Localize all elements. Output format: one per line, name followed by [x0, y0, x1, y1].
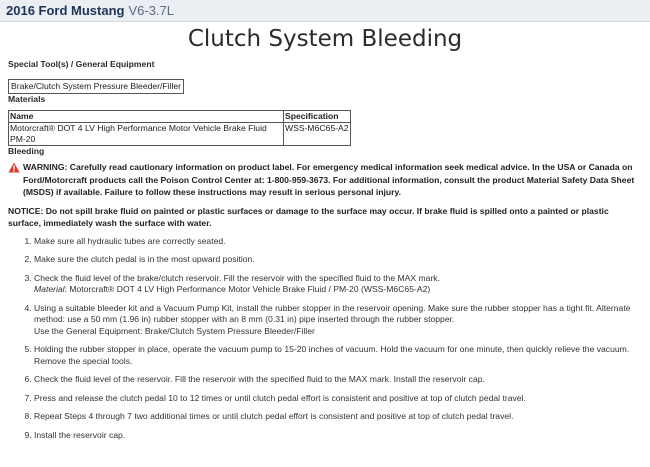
materials-header-row	[9, 111, 351, 123]
materials-col-spec: Specification	[284, 111, 351, 123]
step-text: Holding the rubber stopper in place, operate the vacuum pump to 15-20 inches of vacuum. Hold the vacuum for one minute, then quickly relieve the vacuum. Remove the special tools.	[34, 344, 630, 366]
list-item	[34, 411, 642, 423]
list-item	[34, 430, 642, 442]
table-row	[9, 123, 351, 146]
list-item	[34, 344, 642, 367]
special-tool-item: Brake/Clutch System Pressure Bleeder/Filler	[8, 79, 184, 94]
special-tools-heading: Special Tool(s) / General Equipment	[8, 59, 155, 69]
list-item	[34, 393, 642, 405]
warning-triangle-icon	[8, 162, 20, 199]
step-text: Install the reservoir cap.	[34, 429, 126, 440]
vehicle-model: 2016 Ford Mustang	[6, 3, 125, 18]
material-value: : Motorcraft® DOT 4 LV High Performance Motor Vehicle Brake Fluid / PM-20 (WSS-M6C65-A2)	[64, 284, 431, 294]
bleeding-heading: Bleeding	[8, 146, 45, 156]
step-text: Using a suitable bleeder kit and a Vacuum Pump Kit, install the rubber stopper in the reservoir opening. Make sure the rubber stopper has a tight fit. Alternate method: use a 50 mm (1.96 in) rubber stopper with an 8 mm (0.31 in) pipe inserted through the rubber stopper.	[34, 302, 631, 324]
materials-table	[8, 110, 351, 146]
step-text: Check the fluid level of the brake/clutch reservoir. Fill the reservoir with the specified fluid to the MAX mark.	[34, 272, 440, 283]
warning-text: WARNING: Carefully read cautionary information on product label. For emergency medical information seek medical advice. In the USA or Canada on Ford/Motorcraft products call the Poison Control Center at: 1-800-959-3673. For additional information, consult the product Material Safety Data Sheet (MSDS) if available. Failure to follow these instructions may result in serious personal injury.	[23, 162, 635, 197]
materials-heading: Materials	[8, 94, 46, 104]
notice-text: NOTICE: Do not spill brake fluid on painted or plastic surfaces or damage to the surface may occur. If brake fluid is spilled onto a painted or plastic surface, immediately wash the surface with water.	[8, 205, 609, 228]
step-material-line	[34, 284, 430, 294]
page-title: Clutch System Bleeding	[187, 26, 463, 52]
material-label: Material	[34, 284, 65, 294]
step-text: Make sure all hydraulic tubes are correctly seated.	[34, 235, 226, 246]
warning-block	[8, 161, 642, 199]
list-item	[34, 273, 642, 296]
step-text: Press and release the clutch pedal 10 to 12 times or until clutch pedal effort is consistent and positive at top of clutch pedal travel.	[34, 392, 526, 403]
vehicle-header	[0, 0, 650, 22]
material-name-cell: Motorcraft® DOT 4 LV High Performance Motor Vehicle Brake Fluid PM-20	[9, 123, 284, 146]
list-item	[34, 303, 642, 338]
step-text: Make sure the clutch pedal is in the most upward position.	[34, 254, 255, 264]
step-text: Repeat Steps 4 through 7 two additional times or until clutch pedal effort is consistent and positive at top of clutch pedal travel.	[34, 411, 514, 421]
step-text: Check the fluid level of the reservoir. Fill the reservoir with the specified fluid to the MAX mark. Install the reservoir cap.	[34, 374, 485, 384]
step-equipment-line: Use the General Equipment: Brake/Clutch System Pressure Bleeder/Filler	[34, 325, 315, 336]
vehicle-engine: V6-3.7L	[128, 3, 175, 18]
list-item	[34, 236, 642, 248]
list-item	[34, 374, 642, 386]
procedure-steps	[8, 236, 642, 442]
material-spec-cell: WSS-M6C65-A2	[284, 123, 351, 146]
materials-col-name: Name	[9, 111, 284, 123]
list-item	[34, 254, 642, 266]
procedure-content	[0, 59, 650, 441]
